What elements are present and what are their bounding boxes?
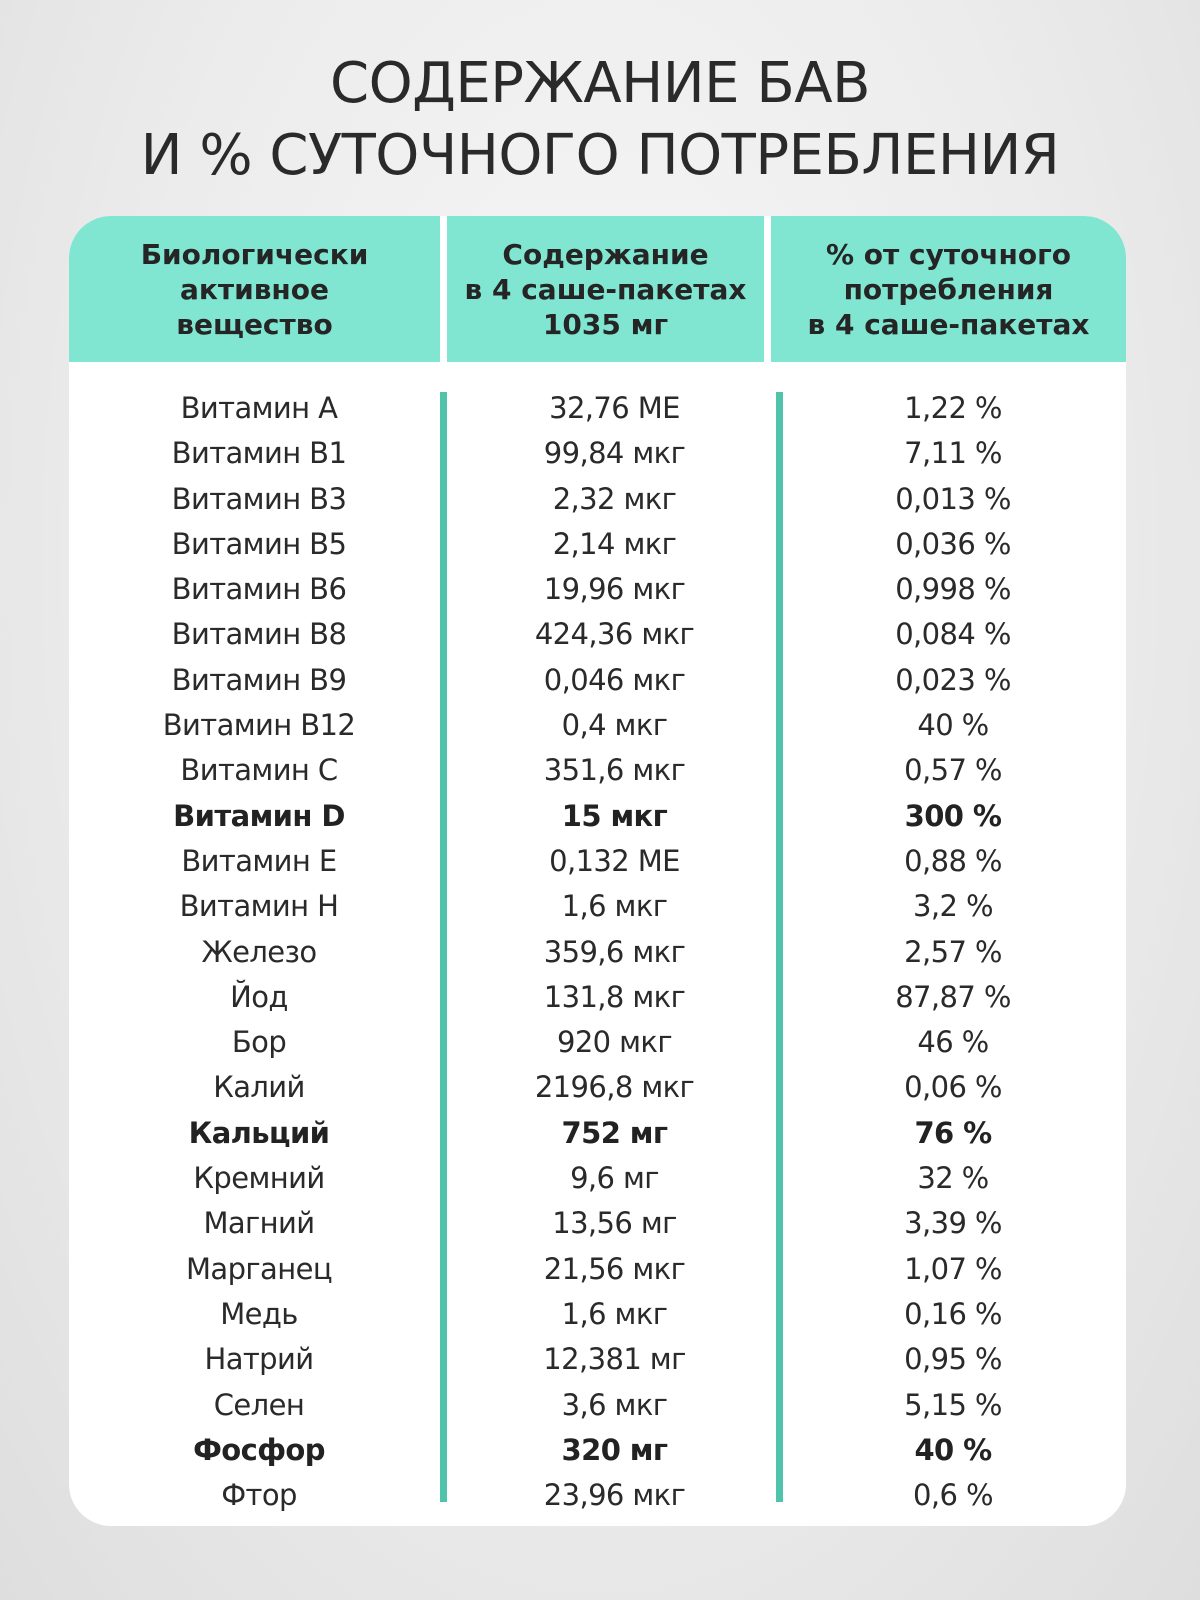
percent-cell: 300 % (904, 798, 1002, 833)
amount-cell: 359,6 мкг (543, 934, 686, 969)
substance-cell: Кальций (188, 1115, 330, 1150)
table-row (69, 431, 1126, 476)
amount-cell: 3,6 мкг (561, 1387, 668, 1422)
table-body (69, 386, 1126, 1518)
percent-cell: 0,036 % (895, 526, 1011, 561)
substance-cell: Натрий (204, 1342, 314, 1377)
percent-cell: 0,16 % (904, 1296, 1002, 1331)
table-row (69, 1473, 1126, 1518)
amount-cell: 752 мг (561, 1115, 668, 1150)
amount-cell: 424,36 мкг (534, 617, 695, 652)
header-amount (447, 216, 764, 362)
percent-cell: 2,57 % (904, 934, 1002, 969)
amount-cell: 15 мкг (561, 798, 668, 833)
table-row (69, 703, 1126, 748)
table-row (69, 1201, 1126, 1246)
table-row (69, 522, 1126, 567)
amount-cell: 351,6 мкг (543, 753, 686, 788)
percent-cell: 7,11 % (904, 436, 1002, 471)
substance-cell: Витамин E (181, 843, 337, 878)
amount-cell: 12,381 мг (543, 1342, 686, 1377)
amount-cell: 0,046 мкг (543, 662, 686, 697)
table-row (69, 748, 1126, 793)
substance-cell: Калий (213, 1070, 305, 1105)
table-row (69, 884, 1126, 929)
table-row (69, 386, 1126, 431)
table-row (69, 975, 1126, 1020)
table-row (69, 930, 1126, 975)
table-row (69, 612, 1126, 657)
amount-cell: 0,4 мкг (561, 708, 668, 743)
percent-cell: 3,2 % (913, 889, 993, 924)
substance-cell: Витамин B1 (171, 436, 347, 471)
percent-cell: 32 % (917, 1161, 989, 1196)
amount-cell: 2196,8 мкг (534, 1070, 695, 1105)
header-amount-label: Содержание в 4 саше-пакетах 1035 мг (464, 237, 747, 341)
substance-cell: Фтор (221, 1478, 297, 1513)
amount-cell: 320 мг (561, 1432, 668, 1467)
header-divider-2 (764, 216, 771, 362)
amount-cell: 9,6 мг (570, 1161, 659, 1196)
substance-cell: Селен (213, 1387, 305, 1422)
percent-cell: 0,998 % (895, 572, 1011, 607)
amount-cell: 19,96 мкг (543, 572, 686, 607)
title-line-2: И % СУТОЧНОГО ПОТРЕБЛЕНИЯ (140, 123, 1060, 188)
substance-cell: Магний (203, 1206, 315, 1241)
percent-cell: 46 % (917, 1025, 989, 1060)
substance-cell: Витамин B12 (162, 708, 356, 743)
amount-cell: 1,6 мкг (561, 889, 668, 924)
header-substance-label: Биологически активное вещество (140, 237, 369, 341)
percent-cell: 0,57 % (904, 753, 1002, 788)
page-title (0, 48, 1200, 192)
table-row (69, 658, 1126, 703)
amount-cell: 2,32 мкг (552, 481, 677, 516)
substance-cell: Кремний (193, 1161, 325, 1196)
percent-cell: 0,6 % (913, 1478, 993, 1513)
amount-cell: 23,96 мкг (543, 1478, 686, 1513)
substance-cell: Йод (230, 979, 288, 1014)
substance-cell: Витамин C (180, 753, 338, 788)
nutrient-table-card (69, 216, 1126, 1526)
substance-cell: Витамин B3 (171, 481, 347, 516)
header-divider-1 (440, 216, 447, 362)
amount-cell: 99,84 мкг (543, 436, 686, 471)
table-row (69, 1020, 1126, 1065)
substance-cell: Марганец (186, 1251, 332, 1286)
substance-cell: Витамин H (179, 889, 339, 924)
table-row (69, 1337, 1126, 1382)
table-row (69, 1111, 1126, 1156)
substance-cell: Витамин B6 (171, 572, 347, 607)
table-row (69, 839, 1126, 884)
substance-cell: Железо (201, 934, 317, 969)
percent-cell: 1,07 % (904, 1251, 1002, 1286)
substance-cell: Витамин B9 (171, 662, 347, 697)
amount-cell: 21,56 мкг (543, 1251, 686, 1286)
table-row (69, 1428, 1126, 1473)
percent-cell: 1,22 % (904, 391, 1002, 425)
amount-cell: 2,14 мкг (552, 526, 677, 561)
amount-cell: 1,6 мкг (561, 1296, 668, 1331)
table-row (69, 1292, 1126, 1337)
percent-cell: 0,084 % (895, 617, 1011, 652)
amount-cell: 131,8 мкг (543, 979, 686, 1014)
percent-cell: 0,95 % (904, 1342, 1002, 1377)
percent-cell: 40 % (914, 1432, 992, 1467)
percent-cell: 0,88 % (904, 843, 1002, 878)
percent-cell: 0,023 % (895, 662, 1011, 697)
table-row (69, 477, 1126, 522)
percent-cell: 87,87 % (895, 979, 1011, 1014)
amount-cell: 13,56 мг (552, 1206, 677, 1241)
header-percent (771, 216, 1126, 362)
amount-cell: 920 мкг (556, 1025, 672, 1060)
table-row (69, 1247, 1126, 1292)
table-row (69, 1156, 1126, 1201)
table-row (69, 794, 1126, 839)
percent-cell: 5,15 % (904, 1387, 1002, 1422)
amount-cell: 32,76 МЕ (549, 391, 680, 425)
header-percent-label: % от суточного потребления в 4 саше-пакетах (807, 237, 1090, 341)
percent-cell: 3,39 % (904, 1206, 1002, 1241)
percent-cell: 40 % (917, 708, 989, 743)
substance-cell: Витамин D (173, 798, 345, 833)
percent-cell: 76 % (914, 1115, 992, 1150)
substance-cell: Фосфор (193, 1432, 325, 1467)
substance-cell: Витамин A (180, 391, 338, 425)
amount-cell: 0,132 МЕ (549, 843, 680, 878)
table-header (69, 216, 1126, 362)
title-line-1: СОДЕРЖАНИЕ БАВ (329, 51, 871, 116)
substance-cell: Витамин B5 (171, 526, 347, 561)
percent-cell: 0,06 % (904, 1070, 1002, 1105)
substance-cell: Медь (220, 1296, 298, 1331)
table-row (69, 567, 1126, 612)
table-row (69, 1383, 1126, 1428)
substance-cell: Бор (231, 1025, 287, 1060)
percent-cell: 0,013 % (895, 481, 1011, 516)
table-row (69, 1065, 1126, 1110)
header-substance (69, 216, 440, 362)
substance-cell: Витамин B8 (171, 617, 347, 652)
